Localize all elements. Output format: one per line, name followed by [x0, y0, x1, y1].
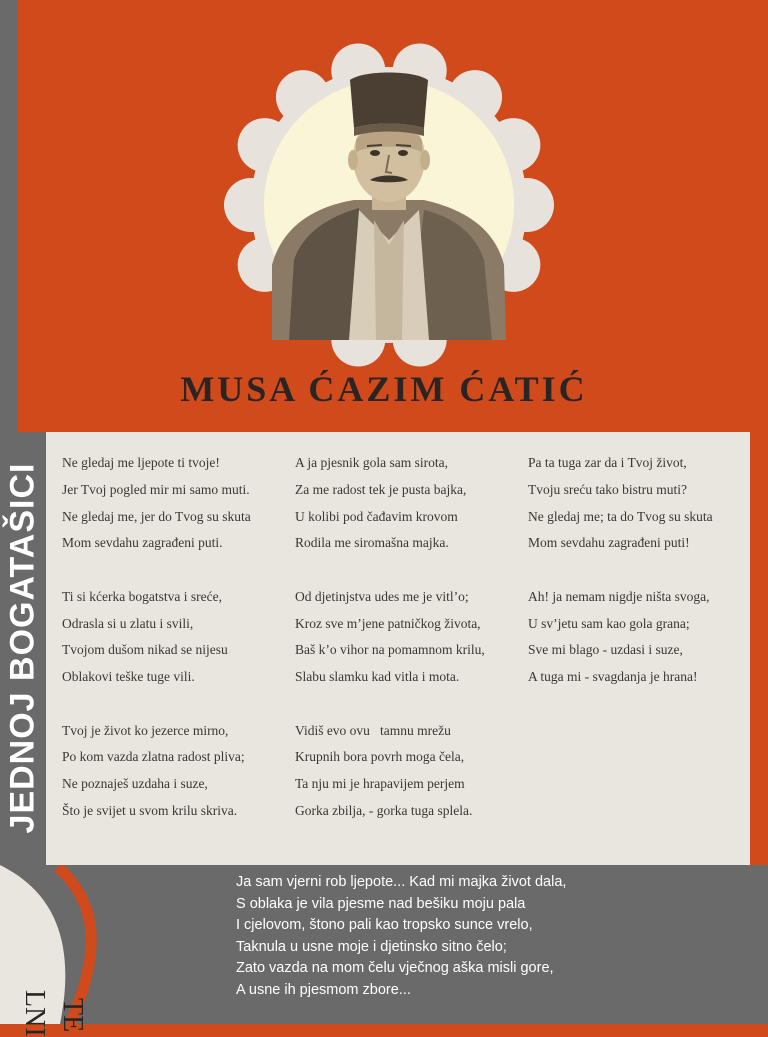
- poem-column-3: [528, 450, 713, 691]
- poem-line: Baš k’o vihor na pomamnom krilu,: [295, 642, 485, 658]
- portrait-badge: [224, 40, 554, 370]
- poem-line: Krupnih bora povrh moga čela,: [295, 749, 465, 765]
- cropped-title-fragment: TE: [57, 998, 88, 1033]
- poem-title-vertical: JEDNOJ BOGATAŠICI: [3, 462, 42, 834]
- poem-line: Mom sevdahu zagrađeni puti.: [62, 535, 223, 551]
- poem-line: Vidiš evo ovu tamnu mrežu: [295, 722, 451, 738]
- poem-column-1: [62, 450, 251, 825]
- page-title: MUSA ĆAZIM ĆATIĆ: [180, 369, 588, 409]
- poem-line: A ja pjesnik gola sam sirota,: [295, 455, 448, 470]
- poem-line: Za me radost tek je pusta bajka,: [295, 481, 467, 497]
- poem-line: U sv’jetu sam kao gola grana;: [528, 615, 690, 631]
- verse-line: A usne ih pjesmom zbore...: [236, 981, 411, 998]
- verse-line: Taknula u usne moje i djetinsko sitno čelo;: [236, 938, 507, 955]
- poem-line: Tvoj je život ko jezerce mirno,: [62, 722, 229, 738]
- poem-line: Mom sevdahu zagrađeni puti!: [528, 535, 690, 551]
- poem-line: Ah! ja nemam nigdje ništa svoga,: [528, 588, 710, 604]
- poem-line: Pa ta tuga zar da i Tvoj život,: [528, 455, 687, 470]
- poem-line: Tvojom dušom nikad se nijesu: [62, 642, 228, 658]
- poem-line: Od djetinjstva udes me je vitl’o;: [295, 588, 469, 604]
- poem-line: Po kom vazda zlatna radost pliva;: [62, 749, 245, 765]
- poem-line: A tuga mi - svagdanja je hrana!: [528, 669, 698, 685]
- poem-line: Što je svijet u svom krilu skriva.: [62, 802, 238, 818]
- verse-line: Zato vazda na mom čelu vječnog aška misli gore,: [236, 960, 554, 977]
- poem-line: Odrasla si u zlatu i svili,: [62, 615, 194, 631]
- poem-line: Gorka zbilja, - gorka tuga splela.: [295, 802, 473, 818]
- poem-line: Ne poznaješ uzdaha i suze,: [62, 776, 208, 792]
- cropped-title-fragment: LNI: [19, 990, 50, 1037]
- poem-line: Oblakovi teške tuge vili.: [62, 669, 195, 685]
- poem-line: Kroz sve m’jene patničkog života,: [295, 615, 481, 631]
- poem-line: Ne gledaj me ljepote ti tvoje!: [62, 455, 220, 470]
- poem-line: Sve mi blago - uzdasi i suze,: [528, 642, 683, 658]
- poem-line: Ti si kćerka bogatstva i sreće,: [62, 588, 222, 604]
- poem-line: Rodila me siromašna majka.: [295, 535, 449, 551]
- verse-line: Ja sam vjerni rob ljepote... Kad mi majka život dala,: [236, 874, 567, 890]
- poem-line: Ne gledaj me, jer do Tvog su skuta: [62, 508, 251, 524]
- poem-line: Tvoju sreću tako bistru muti?: [528, 481, 687, 497]
- poem-line: Slabu slamku kad vitla i mota.: [295, 669, 460, 685]
- poem-line: Ne gledaj me; ta do Tvog su skuta: [528, 508, 713, 524]
- bottom-verse: [236, 872, 566, 1002]
- poem-line: Ta nju mi je hrapavijem perjem: [295, 776, 465, 792]
- poem-line: U kolibi pod čađavim krovom: [295, 508, 458, 524]
- poem-column-2: [295, 450, 485, 825]
- verse-line: S oblaka je vila pjesme nad bešiku moju pala: [236, 895, 526, 912]
- poem-line: Jer Tvoj pogled mir mi samo muti.: [62, 481, 250, 497]
- verse-line: I cjelovom, štono pali kao tropsko sunce vrelo,: [236, 917, 533, 934]
